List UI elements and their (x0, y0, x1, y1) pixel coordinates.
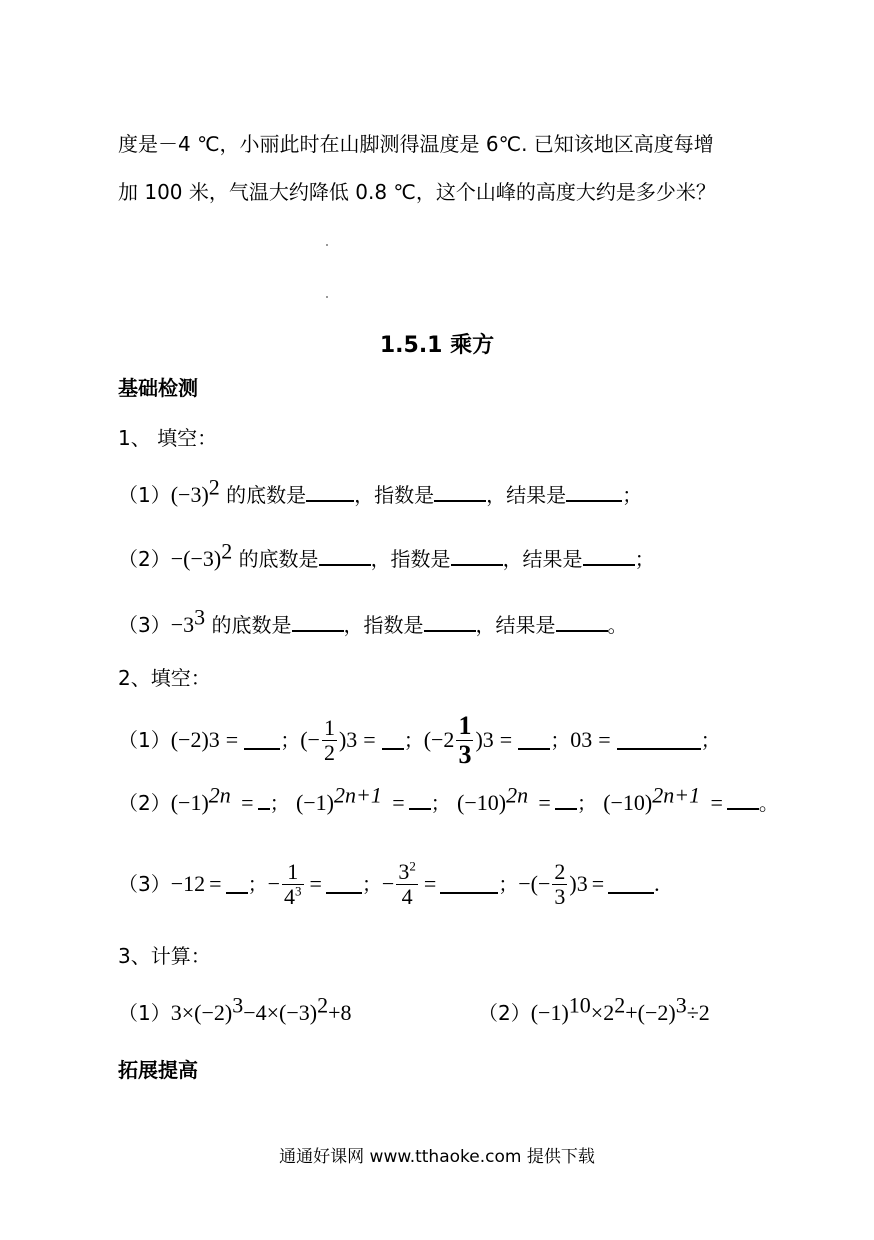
math-expr: (−10) (603, 790, 653, 815)
text-result: ，结果是 (475, 613, 556, 637)
exponent: 2n+1 (334, 782, 382, 808)
separator: ； (700, 728, 721, 752)
numerator: 2 (554, 859, 566, 885)
minus-sign: − (267, 871, 280, 896)
fraction (552, 860, 567, 907)
exponent: 3 (232, 992, 244, 1018)
q2-row-1: （1） (−2) 3 = ； (− $\frac{1}{2}$ ) 3 = ； (−2 $\frac{1}{3}$ ) 3 = ； 0 3 = ； (118, 711, 721, 769)
text-base: 的底数是 (238, 547, 319, 571)
dot-mark (326, 244, 328, 246)
equals-sign: = (309, 871, 322, 896)
equals-sign: = (225, 727, 239, 752)
exponent: 2 (221, 538, 233, 564)
exponent: 2n+1 (652, 782, 701, 808)
math-expr: −(− (518, 871, 551, 896)
page-footer: 通通好课网 www.tthaoke.com 提供下载 (279, 1147, 595, 1167)
denominator: 2 (323, 739, 335, 765)
text-exponent: ，指数是 (343, 613, 424, 637)
answer-blank[interactable] (556, 612, 608, 632)
text-exponent: ，指数是 (370, 547, 451, 571)
equals-sign: = (209, 871, 222, 896)
separator: ； (280, 728, 301, 752)
exponent: 2n (208, 782, 231, 808)
answer-blank[interactable] (608, 874, 654, 894)
fraction (322, 716, 337, 763)
exponent: 2 (208, 474, 220, 500)
math-expr: (−2 (423, 727, 455, 752)
math-expr: −(−3) (170, 546, 222, 571)
item-number: （2） (118, 791, 171, 815)
answer-blank[interactable] (319, 546, 371, 566)
math-expr: 3×(−2) (170, 1000, 233, 1025)
math-expr: ) (569, 871, 577, 896)
item-number: （3） (118, 613, 171, 637)
numerator: 1 (458, 711, 472, 741)
answer-blank[interactable] (306, 482, 354, 502)
equals-sign: = (598, 727, 611, 752)
punctuation: 。 (758, 791, 779, 815)
equals-sign: = (363, 727, 376, 752)
q2-row-2 (118, 782, 779, 815)
q1-item-1 (118, 474, 643, 507)
exponent: 3 (194, 604, 206, 630)
denominator: 4 (401, 883, 413, 909)
answer-blank[interactable] (583, 546, 635, 566)
numerator: 1 (282, 860, 304, 884)
exponent: 3 (675, 992, 687, 1018)
separator: ； (498, 872, 519, 896)
denominator: 3 (458, 739, 472, 769)
answer-blank[interactable] (518, 730, 550, 750)
fraction (282, 860, 304, 907)
numerator-base: 3 (398, 859, 410, 885)
section-heading-basic: 基础检测 (118, 376, 198, 400)
item-number: （3） (118, 872, 171, 896)
item-number: （1） (118, 1001, 171, 1025)
exponent: 2 (614, 992, 626, 1018)
answer-blank[interactable] (617, 730, 701, 750)
intro-line-2: 加 100 米，气温大约降低 0.8 ℃，这个山峰的高度大约是多少米？ (118, 180, 716, 204)
answer-blank[interactable] (226, 874, 248, 894)
denominator (282, 885, 304, 908)
answer-blank[interactable] (244, 730, 280, 750)
math-expr: +(−2) (625, 1000, 676, 1025)
punctuation: 。 (607, 613, 628, 637)
item-number: （2） (478, 1001, 531, 1025)
q3-label: 3、计算： (118, 944, 211, 968)
separator: ； (361, 872, 382, 896)
fraction (456, 712, 473, 768)
answer-blank[interactable] (434, 482, 486, 502)
section-heading-extend: 拓展提高 (118, 1058, 198, 1082)
exponent: 2 (317, 992, 329, 1018)
separator: ； (430, 791, 451, 815)
q1-item-3 (118, 604, 628, 637)
math-expr: ÷2 (686, 1000, 710, 1025)
answer-blank[interactable] (292, 612, 344, 632)
equals-sign: = (538, 790, 551, 815)
equals-sign: = (241, 790, 254, 815)
numerator: 1 (323, 715, 335, 741)
exponent: 2n (506, 782, 529, 808)
q2-row-3: （3） −1 2 = ； − $\frac{1}{4^3}$ = ； − $\frac{3^2}{4}$ = ； −(− $\frac{2}{3}$ ) 3 = . (118, 859, 660, 909)
separator: ； (576, 791, 597, 815)
text-base: 的底数是 (211, 613, 292, 637)
math-expr: (−1) (170, 790, 209, 815)
answer-blank[interactable] (566, 482, 622, 502)
math-expr: (−1) (295, 790, 334, 815)
math-expr: (−1) (530, 1000, 569, 1025)
punctuation: ； (634, 547, 655, 571)
math-expr: (−2) (170, 727, 209, 752)
separator: ； (247, 872, 268, 896)
item-number: （2） (118, 547, 171, 571)
numerator (396, 860, 418, 884)
separator: ； (550, 728, 571, 752)
punctuation: ； (622, 483, 643, 507)
answer-blank[interactable] (424, 612, 476, 632)
item-number: （1） (118, 728, 171, 752)
equals-sign: = (392, 790, 405, 815)
answer-blank[interactable] (258, 790, 270, 810)
math-expr: −3 (170, 612, 195, 637)
exponent: 2 (409, 859, 416, 875)
page-title: 1.5.1 乘方 (379, 333, 495, 358)
separator: ； (269, 791, 290, 815)
text-exponent: ，指数是 (354, 483, 435, 507)
math-expr: (−10) (457, 790, 507, 815)
denominator: 3 (554, 883, 566, 909)
answer-blank[interactable] (727, 790, 759, 810)
fraction (396, 860, 418, 907)
equals-sign: = (499, 727, 513, 752)
answer-blank[interactable] (555, 790, 577, 810)
equals-sign: = (710, 790, 723, 815)
math-expr: +8 (328, 1000, 352, 1025)
math-expr: ×2 (590, 1000, 615, 1025)
math-expr: (−3) (170, 482, 209, 507)
text-result: ，结果是 (486, 483, 567, 507)
denominator-base: 4 (284, 883, 295, 909)
q3-problem-1 (118, 992, 352, 1025)
dot-mark (326, 296, 328, 298)
text-base: 的底数是 (226, 483, 307, 507)
item-number: （1） (118, 483, 171, 507)
math-expr: ) (338, 727, 347, 752)
exponent: 10 (568, 992, 591, 1018)
equals-sign: = (423, 871, 437, 896)
answer-blank[interactable] (440, 874, 498, 894)
exponent: 3 (295, 883, 302, 899)
separator: ； (403, 728, 424, 752)
math-expr: (− (300, 727, 320, 752)
answer-blank[interactable] (409, 790, 431, 810)
q2-label: 2、填空： (118, 666, 211, 690)
math-expr: 0 (570, 727, 582, 752)
answer-blank[interactable] (382, 730, 404, 750)
math-expr: ) (475, 727, 483, 752)
q3-problem-2 (478, 992, 710, 1025)
text-result: ，结果是 (502, 547, 583, 571)
minus-sign: − (381, 871, 395, 896)
punctuation: . (654, 871, 660, 896)
math-expr: −1 (170, 871, 195, 896)
intro-line-1: 度是－4 ℃，小丽此时在山脚测得温度是 6℃. 已知该地区高度每增 (118, 132, 714, 156)
math-expr: −4×(−3) (243, 1000, 318, 1025)
q1-label: 1、 填空： (118, 426, 218, 450)
equals-sign: = (591, 871, 605, 896)
q1-item-2 (118, 538, 655, 571)
answer-blank[interactable] (326, 874, 362, 894)
answer-blank[interactable] (451, 546, 503, 566)
